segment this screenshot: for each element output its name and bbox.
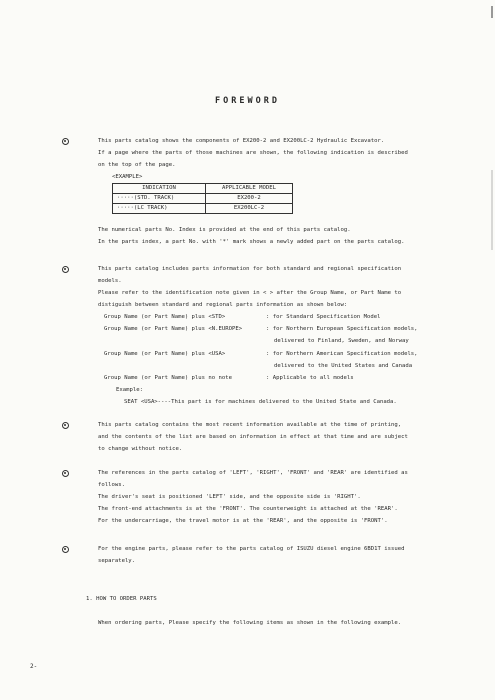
paragraph-line: The front-end attachments is at the 'FRONT'. The counterweight is attached at the 'REAR'. <box>98 506 398 512</box>
paragraph-line: The numerical parts No. Index is provided at the end of this parts catalog. <box>98 227 351 233</box>
paragraph-line: to change without notice. <box>98 446 183 452</box>
scan-edge-mark <box>491 6 493 18</box>
paragraph-line: This parts catalog contains the most recent information available at the time of printing, <box>98 422 402 428</box>
bullet-icon <box>62 422 69 429</box>
spec-row-label: Group Name (or Part Name) plus <N.EUROPE> <box>104 326 243 332</box>
table-cell: EX200LC-2 <box>206 204 293 214</box>
paragraph-line: If a page where the parts of those machines are shown, the following indication is described <box>98 150 408 156</box>
page-title: FOREWORD <box>215 96 280 106</box>
table-header: INDICATION <box>113 184 206 194</box>
bullet-icon <box>62 546 69 553</box>
paragraph-line: distiguish between standard and regional parts information as shown below: <box>98 302 348 308</box>
table-header: APPLICABLE MODEL <box>206 184 293 194</box>
paragraph-line: Please refer to the identification note given in < > after the Group Name, or Part Name to <box>98 290 402 296</box>
scan-edge-mark <box>491 170 493 250</box>
spec-row-label: Group Name (or Part Name) plus <USA> <box>104 351 226 357</box>
table-cell: ·····(STD. TRACK) <box>113 194 206 204</box>
paragraph-line: on the top of the page. <box>98 162 176 168</box>
table-row <box>113 204 293 214</box>
spec-row-value: delivered to Finland, Sweden, and Norway <box>274 338 409 344</box>
paragraph-line: This parts catalog includes parts information for both standard and regional specification <box>98 266 402 272</box>
spec-row-label: Group Name (or Part Name) plus no note <box>104 375 232 381</box>
paragraph-line: separately. <box>98 558 136 564</box>
spec-row-label: Group Name (or Part Name) plus <STD> <box>104 314 226 320</box>
table-cell: ·····(LC TRACK) <box>113 204 206 214</box>
paragraph-line: This parts catalog shows the components of EX200-2 and EX200LC-2 Hydraulic Excavator. <box>98 138 385 144</box>
paragraph-line: and the contents of the list are based on information in effect at that time and are subject <box>98 434 408 440</box>
table-cell: EX200-2 <box>206 194 293 204</box>
paragraph-line: The references in the parts catalog of 'LEFT', 'RIGHT', 'FRONT' and 'REAR' are identified as <box>98 470 408 476</box>
spec-row-value: : for Northern American Specification models, <box>266 351 418 357</box>
paragraph-line: For the undercarriage, the travel motor is at the 'REAR', and the opposite is 'FRONT'. <box>98 518 388 524</box>
paragraph-line: The driver's seat is positioned 'LEFT' side, and the opposite side is 'RIGHT'. <box>98 494 361 500</box>
spec-row-value: : for Northern European Specification models, <box>266 326 418 332</box>
table-row <box>113 194 293 204</box>
example-label: <EXAMPLE> <box>112 174 143 180</box>
bullet-icon <box>62 266 69 273</box>
corner-mark: 2- <box>30 663 38 670</box>
paragraph-line: models. <box>98 278 122 284</box>
spec-row-value: : Applicable to all models <box>266 375 354 381</box>
bullet-icon <box>62 470 69 477</box>
section-heading: 1. HOW TO ORDER PARTS <box>86 596 157 602</box>
indication-table <box>112 183 293 214</box>
example-text: SEAT <USA>----This part is for machines delivered to the United State and Canada. <box>124 399 397 405</box>
spec-row-value: : for Standard Specification Model <box>266 314 381 320</box>
table-header-row <box>113 184 293 194</box>
example-label: Example: <box>116 387 143 393</box>
paragraph-line: In the parts index, a part No. with '*' mark shows a newly added part on the parts catalog. <box>98 239 405 245</box>
paragraph-line: For the engine parts, please refer to the parts catalog of ISUZU diesel engine 6BD1T issued <box>98 546 405 552</box>
bullet-icon <box>62 138 69 145</box>
paragraph-line: When ordering parts, Please specify the following items as shown in the following example. <box>98 620 402 626</box>
paragraph-line: follows. <box>98 482 125 488</box>
spec-row-value: delivered to the United States and Canada <box>274 363 413 369</box>
